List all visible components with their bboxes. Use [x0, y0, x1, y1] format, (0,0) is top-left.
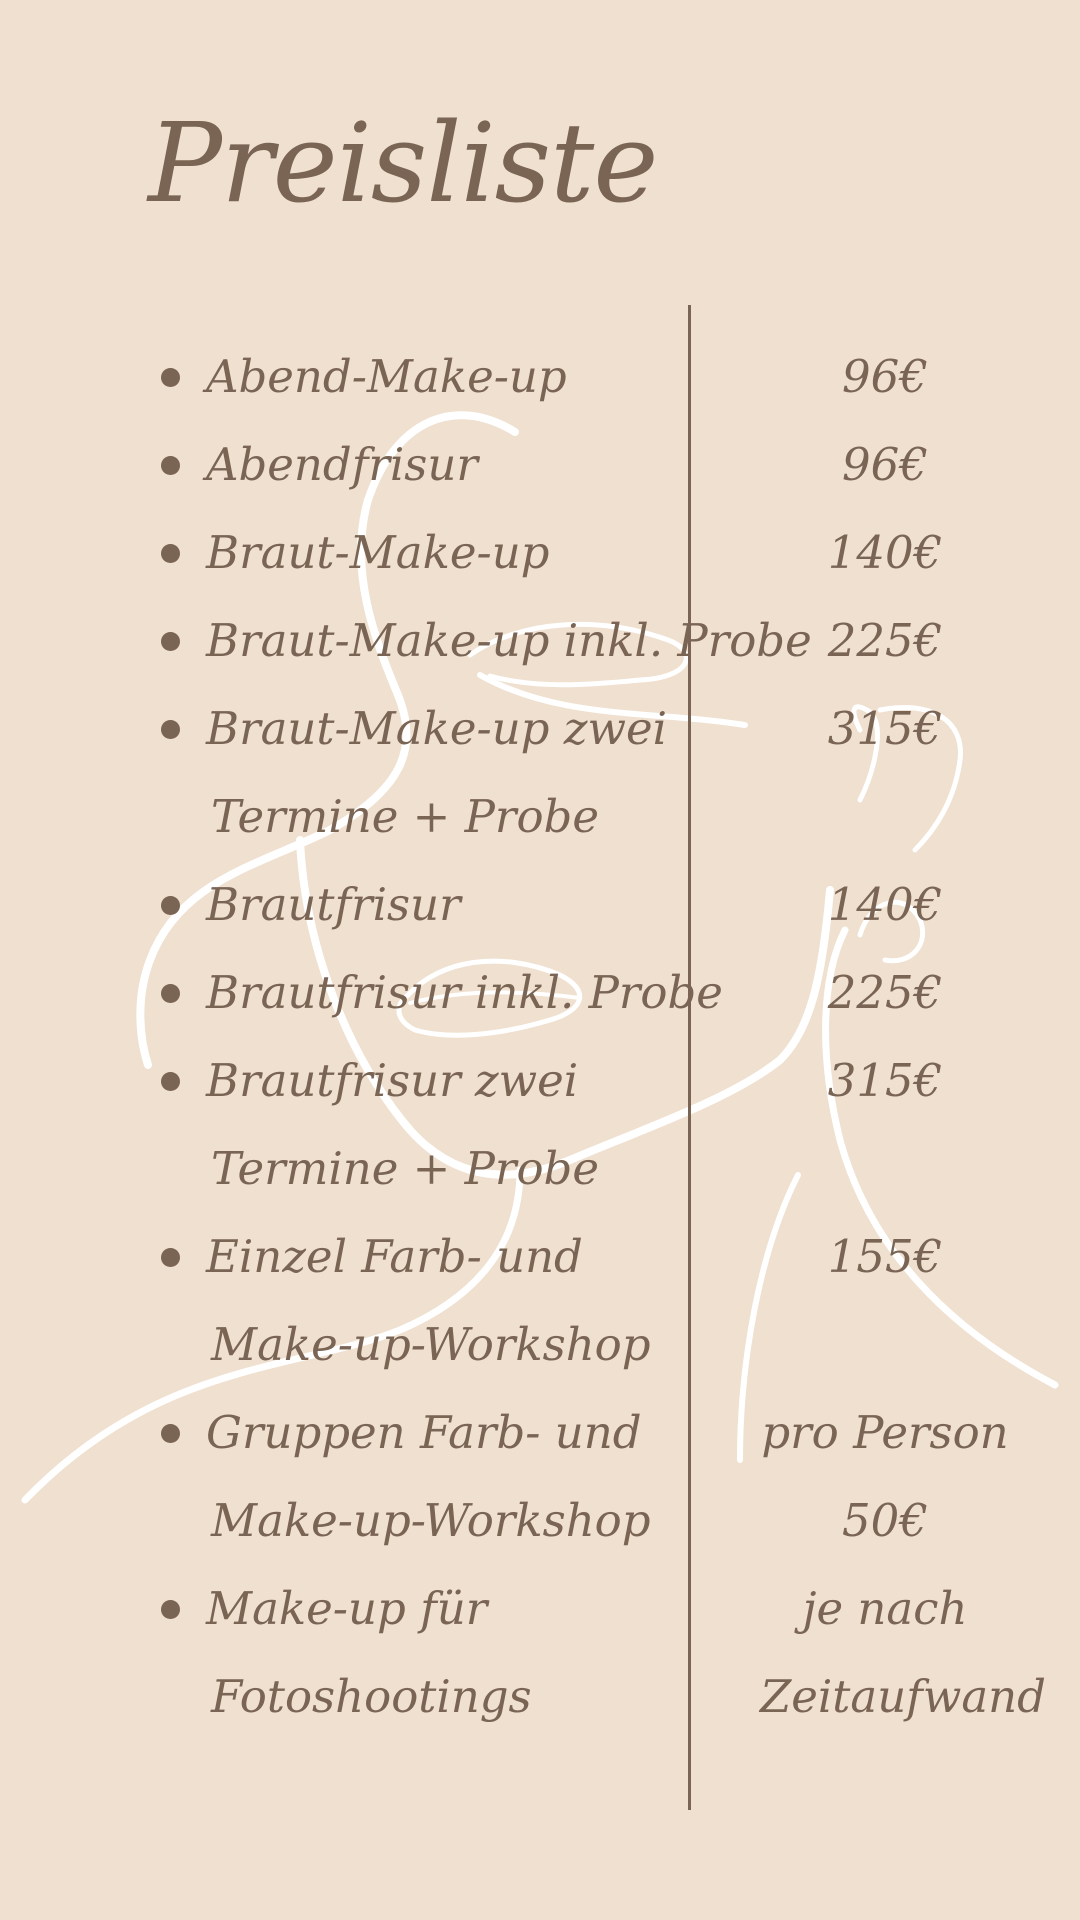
service-price: 315€ [827, 1054, 943, 1107]
service-name: Braut-Make-up zwei [206, 702, 668, 755]
price-row [0, 1125, 1080, 1213]
service-price: 155€ [827, 1230, 943, 1283]
service-name: Brautfrisur inkl. Probe [206, 966, 723, 1019]
price-list [0, 333, 1080, 1741]
service-name: Make-up für [206, 1582, 488, 1635]
page-title: Preisliste [148, 99, 658, 227]
service-name: Braut-Make-up inkl. Probe [206, 614, 812, 667]
service-name: Brautfrisur [206, 878, 461, 931]
bullet-icon [161, 720, 180, 739]
service-name: Make-up-Workshop [211, 1494, 651, 1547]
price-row [0, 773, 1080, 861]
price-row [0, 1653, 1080, 1741]
price-row [0, 1389, 1080, 1477]
service-name: Termine + Probe [211, 790, 599, 843]
price-row [0, 1477, 1080, 1565]
bullet-icon [161, 984, 180, 1003]
service-price: 140€ [827, 526, 943, 579]
price-row [0, 509, 1080, 597]
service-name: Gruppen Farb- und [206, 1406, 642, 1459]
bullet-icon [161, 1600, 180, 1619]
service-price: 96€ [842, 350, 928, 403]
price-row [0, 421, 1080, 509]
price-row [0, 861, 1080, 949]
service-name: Braut-Make-up [206, 526, 550, 579]
bullet-icon [161, 544, 180, 563]
service-price: pro Person [761, 1406, 1009, 1459]
bullet-icon [161, 456, 180, 475]
service-name: Termine + Probe [211, 1142, 599, 1195]
service-price: 96€ [842, 438, 928, 491]
price-row [0, 685, 1080, 773]
service-price: 315€ [827, 702, 943, 755]
service-name: Fotoshootings [211, 1670, 532, 1723]
service-price: 225€ [827, 966, 943, 1019]
bullet-icon [161, 1424, 180, 1443]
bullet-icon [161, 1072, 180, 1091]
service-name: Brautfrisur zwei [206, 1054, 579, 1107]
service-price: 140€ [827, 878, 943, 931]
price-row [0, 1213, 1080, 1301]
service-price: Zeitaufwand [760, 1670, 1046, 1723]
service-price: 225€ [827, 614, 943, 667]
service-name: Abendfrisur [206, 438, 478, 491]
price-row [0, 1565, 1080, 1653]
price-row [0, 597, 1080, 685]
service-name: Abend-Make-up [206, 350, 567, 403]
bullet-icon [161, 632, 180, 651]
price-row [0, 949, 1080, 1037]
bullet-icon [161, 1248, 180, 1267]
bullet-icon [161, 368, 180, 387]
service-price: je nach [802, 1582, 968, 1635]
bullet-icon [161, 896, 180, 915]
price-row [0, 1301, 1080, 1389]
service-price: 50€ [842, 1494, 928, 1547]
price-row [0, 1037, 1080, 1125]
price-row [0, 333, 1080, 421]
service-name: Make-up-Workshop [211, 1318, 651, 1371]
service-name: Einzel Farb- und [206, 1230, 583, 1283]
